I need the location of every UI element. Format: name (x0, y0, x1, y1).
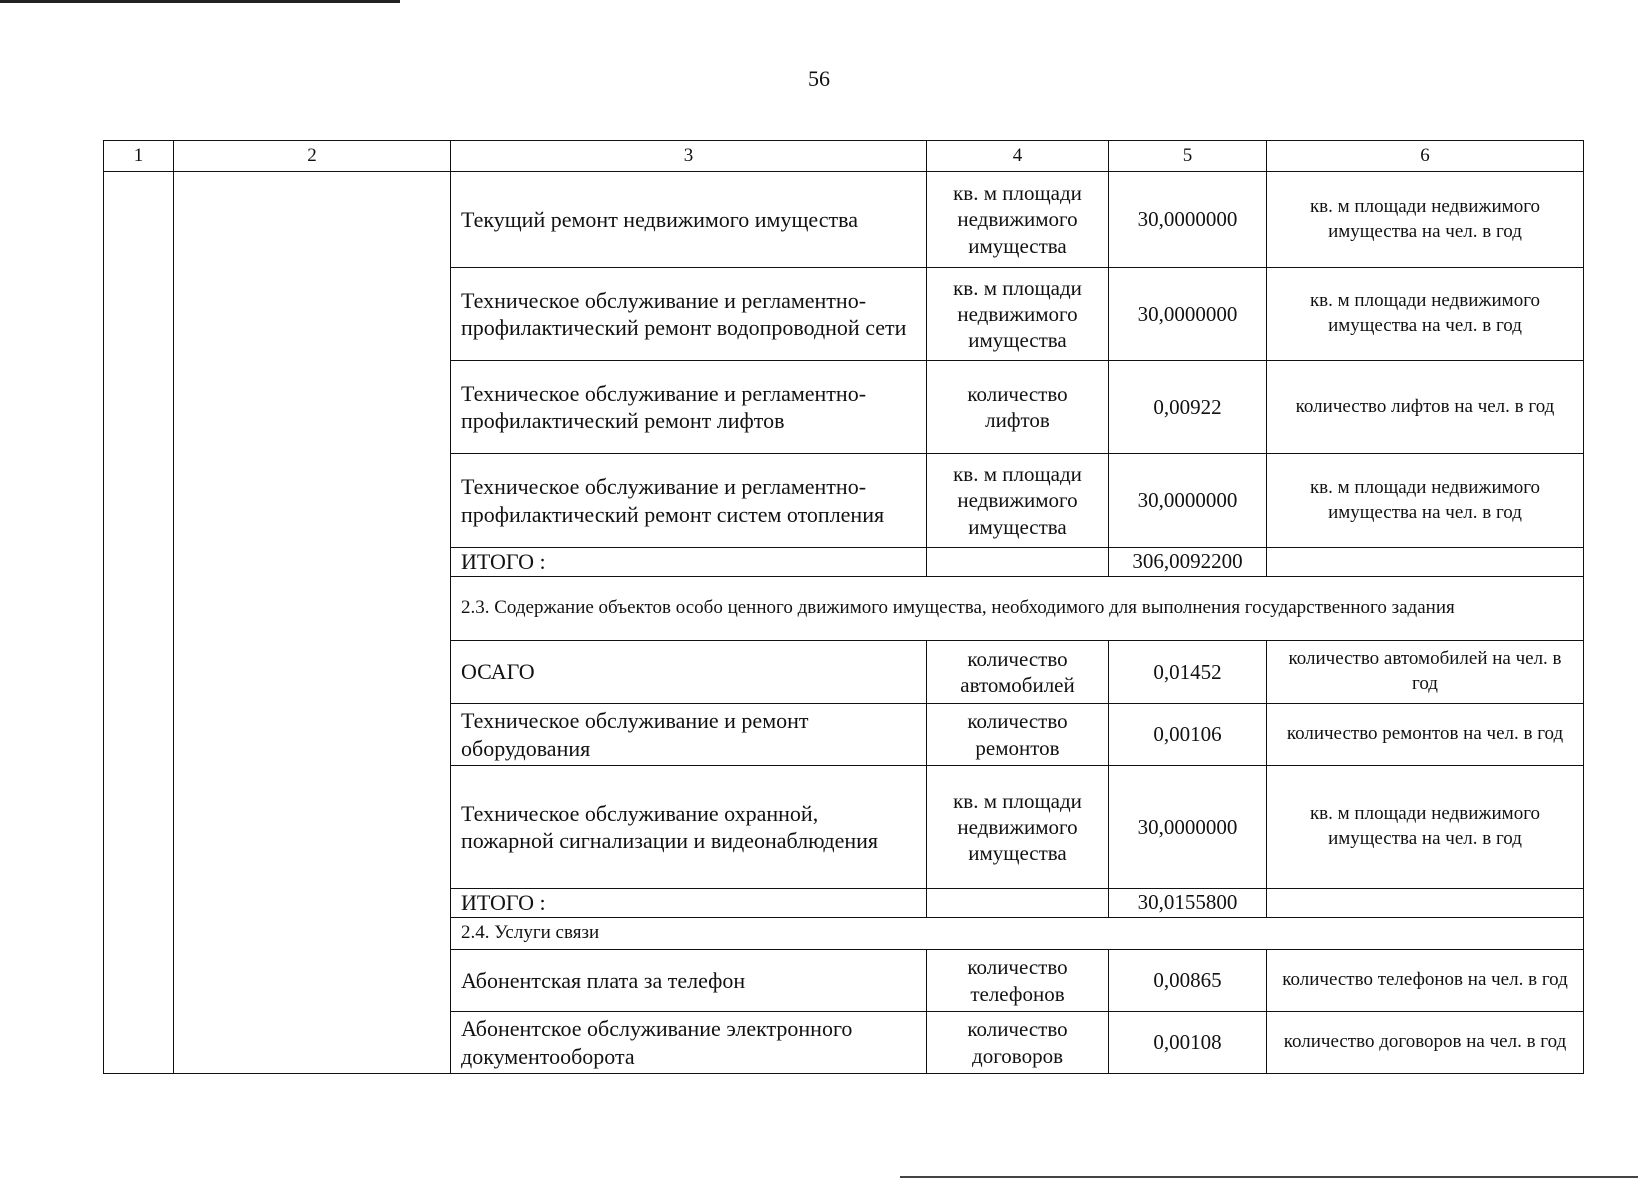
item-value: 0,01452 (1109, 641, 1267, 704)
item-norm: кв. м площади недвижимого имущества на чел. в год (1267, 766, 1584, 889)
total-empty-cell (1267, 548, 1584, 577)
item-name: Техническое обслуживание охранной, пожарной сигнализации и видеонаблюдения (451, 766, 927, 889)
total-label: ИТОГО : (451, 548, 927, 577)
item-unit: количество телефонов (927, 950, 1109, 1012)
item-value: 0,00108 (1109, 1012, 1267, 1074)
item-unit: кв. м площади недвижимого имущества (927, 454, 1109, 548)
header-col-2: 2 (174, 141, 451, 172)
item-name: Абонентская плата за телефон (451, 950, 927, 1012)
header-col-1: 1 (104, 141, 174, 172)
total-value: 306,0092200 (1109, 548, 1267, 577)
item-unit: количество автомобилей (927, 641, 1109, 704)
header-col-4: 4 (927, 141, 1109, 172)
item-norm: количество телефонов на чел. в год (1267, 950, 1584, 1012)
scan-edge-bottom (900, 1176, 1638, 1178)
item-unit: количество договоров (927, 1012, 1109, 1074)
item-value: 30,0000000 (1109, 268, 1267, 361)
item-unit: количество ремонтов (927, 704, 1109, 766)
item-name: ОСАГО (451, 641, 927, 704)
item-value: 0,00106 (1109, 704, 1267, 766)
total-label: ИТОГО : (451, 889, 927, 918)
total-empty-cell (927, 889, 1109, 918)
item-norm: количество договоров на чел. в год (1267, 1012, 1584, 1074)
item-name: Текущий ремонт недвижимого имущества (451, 172, 927, 268)
header-col-5: 5 (1109, 141, 1267, 172)
scan-edge-top (0, 0, 400, 3)
section-title: 2.4. Услуги связи (451, 918, 1584, 950)
item-unit: количество лифтов (927, 361, 1109, 454)
header-col-6: 6 (1267, 141, 1584, 172)
table-row (104, 172, 1584, 268)
total-empty-cell (1267, 889, 1584, 918)
item-name: Техническое обслуживание и регламентно-профилактический ремонт водопроводной сети (451, 268, 927, 361)
item-name: Абонентское обслуживание электронного документооборота (451, 1012, 927, 1074)
total-value: 30,0155800 (1109, 889, 1267, 918)
total-empty-cell (927, 548, 1109, 577)
item-name: Техническое обслуживание и регламентно-профилактический ремонт систем отопления (451, 454, 927, 548)
header-row (104, 141, 1584, 172)
item-unit: кв. м площади недвижимого имущества (927, 268, 1109, 361)
item-norm: количество автомобилей на чел. в год (1267, 641, 1584, 704)
item-unit: кв. м площади недвижимого имущества (927, 172, 1109, 268)
item-norm: кв. м площади недвижимого имущества на чел. в год (1267, 268, 1584, 361)
item-value: 0,00922 (1109, 361, 1267, 454)
item-unit: кв. м площади недвижимого имущества (927, 766, 1109, 889)
item-value: 30,0000000 (1109, 766, 1267, 889)
item-value: 0,00865 (1109, 950, 1267, 1012)
item-norm: кв. м площади недвижимого имущества на чел. в год (1267, 172, 1584, 268)
col-1-merged-cell (104, 172, 174, 1074)
norms-table (103, 140, 1584, 1074)
item-value: 30,0000000 (1109, 454, 1267, 548)
col-2-merged-cell (174, 172, 451, 1074)
item-norm: количество лифтов на чел. в год (1267, 361, 1584, 454)
section-title: 2.3. Содержание объектов особо ценного движимого имущества, необходимого для выполнения государственного задания (451, 577, 1584, 641)
item-norm: количество ремонтов на чел. в год (1267, 704, 1584, 766)
item-norm: кв. м площади недвижимого имущества на чел. в год (1267, 454, 1584, 548)
header-col-3: 3 (451, 141, 927, 172)
item-value: 30,0000000 (1109, 172, 1267, 268)
item-name: Техническое обслуживание и регламентно-профилактический ремонт лифтов (451, 361, 927, 454)
page-number: 56 (808, 66, 830, 91)
item-name: Техническое обслуживание и ремонт оборудования (451, 704, 927, 766)
